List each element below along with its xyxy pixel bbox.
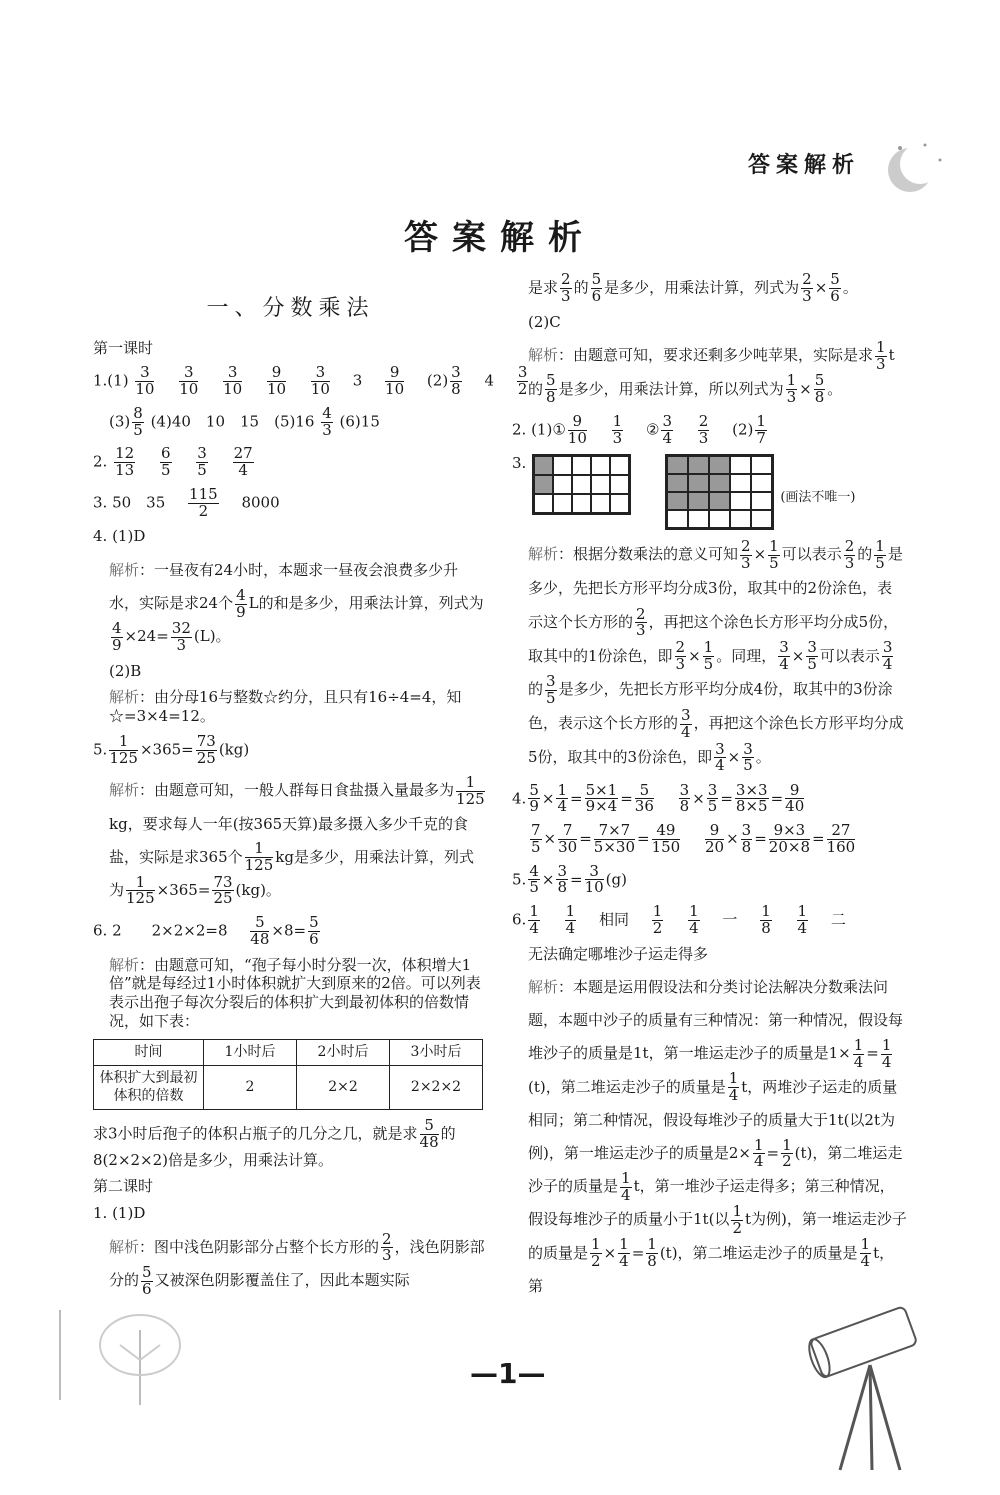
right-column bbox=[512, 272, 907, 1311]
section-title: 一、分数乘法 bbox=[206, 296, 375, 321]
q1-line-a: 1.(1) $\frac{3}{10}$ $\frac{3}{10}$ $\frac{3}{10}$ $\frac{9}{10}$ $\frac{3}{10}$ 3 $\frac{9}{10}$ (2) $\frac{3}{8}$ 4 $\frac{3}{2}$ bbox=[93, 363, 528, 398]
r-q2: 2. (1)① $\frac{9}{10}$ $\frac{1}{3}$ ② $\frac{3}{4}$ $\frac{2}{3}$ (2) $\frac{1}{7}$ bbox=[512, 411, 766, 447]
page-number: —1— bbox=[470, 1357, 546, 1390]
header-label: 答案解析 bbox=[747, 153, 860, 178]
r-2c: (2)C bbox=[528, 312, 561, 331]
q4-1: 4. (1)D bbox=[93, 527, 146, 546]
q2-line: 2. $\frac{12}{13}$ $\frac{6}{5}$ $\frac{3}{5}$ $\frac{27}{4}$ bbox=[93, 444, 253, 479]
table-header: 3小时后 bbox=[390, 1039, 483, 1066]
grid-a bbox=[532, 454, 631, 515]
q5-explain: 解析：由题意可知，一般人群每日食盐摄入量最多为 $\frac{1}{125}$ kg，要求每人一年(按365天算)最多摄入多少千克的食盐，实际是求365个 $\frac{1}{125}$ kg是多少，用乘法计算，列式为 $\frac{1}{125}$ ×365= $\frac{73}{25}$ (kg)。 bbox=[109, 773, 485, 908]
table-cell: 2 bbox=[204, 1066, 297, 1110]
r-q4-a: 4. $\frac{5}{9}$ × $\frac{1}{4}$ = $\frac{5\times 1}{9\times 4}$ = $\frac{5}{36}$ $\frac{3}{8}$ × $\frac{3}{5}$ = $\frac{3\times 3}{8\times 5}$ = $\frac{9}{40}$ bbox=[512, 780, 805, 816]
table-cell: 2×2×2 bbox=[390, 1066, 483, 1110]
q4-explain: 解析：一昼夜有24小时，本题求一昼夜会浪费多少升水，实际是求24个 $\frac{4}{9}$ L的和是多少，用乘法计算，列式为 $\frac{4}{9}$ ×24= $\frac{32}{3}$ (L)。 bbox=[109, 561, 484, 654]
table-cell: 2×2 bbox=[297, 1066, 390, 1110]
r-2c-explain: 解析：由题意可知，要求还剩多少吨苹果，实际是求 $\frac{1}{3}$ t的 $\frac{5}{8}$ 是多少，用乘法计算，所以列式为 $\frac{1}{3}$ × $\frac{5}{8}$ 。 bbox=[528, 338, 895, 406]
r-cont: 是求 $\frac{2}{3}$ 的 $\frac{5}{6}$ 是多少，用乘法计算，列式为 $\frac{2}{3}$ × $\frac{5}{6}$ 。 bbox=[528, 270, 858, 305]
lesson-title: 第一课时 bbox=[93, 338, 154, 357]
table-header: 2小时后 bbox=[297, 1039, 390, 1066]
lesson-title: 第二课时 bbox=[93, 1177, 154, 1196]
q6-explain-2: 求3小时后孢子的体积占瓶子的几分之几，就是求 $\frac{5}{48}$ 的8(2×2×2)倍是多少，用乘法计算。 bbox=[93, 1116, 456, 1169]
r-q4-b: $\frac{7}{5}$ × $\frac{7}{30}$ = $\frac{7\times 7}{5\times 30}$ = $\frac{49}{150}$ $\frac{9}{20}$ × $\frac{3}{8}$ = $\frac{9\times 3}{20\times 8}$ = $\frac{27}{160}$ bbox=[531, 821, 856, 856]
q4-2-explain: 解析：由分母16与整数☆约分，且只有16÷4=4，知☆=3×4=12。 bbox=[109, 688, 462, 725]
tree-icon bbox=[40, 1290, 200, 1414]
q4-2: (2)B bbox=[109, 661, 142, 680]
table-header: 时间 bbox=[94, 1039, 204, 1066]
table-header: 1小时后 bbox=[204, 1039, 297, 1066]
left-column bbox=[93, 295, 528, 1305]
r-q6: 6. $\frac{1}{4}$ $\frac{1}{4}$ 相同 $\frac{1}{2}$ $\frac{1}{4}$ 一 $\frac{1}{8}$ $\frac{1}{4}$ 二 bbox=[512, 902, 846, 937]
page-title: 答案解析 bbox=[404, 218, 596, 258]
telescope-icon bbox=[800, 1295, 940, 1479]
draw-note: (画法不唯一) bbox=[780, 490, 856, 506]
r-q6-b: 无法确定哪堆沙子运走得多 bbox=[528, 944, 709, 963]
l2-q1-explain: 解析：图中浅色阴影部分占整个长方形的 $\frac{2}{3}$ ，浅色阴影部分的 $\frac{5}{6}$ 又被深色阴影覆盖住了，因此本题实际 bbox=[109, 1229, 485, 1298]
q6-explain: 解析：由题意可知，“孢子每小时分裂一次，体积增大1倍”就是每经过1小时体积就扩大到原来的2倍。可以列表表示出孢子每次分裂后的体积扩大到最初体积的倍数情况，如下表： bbox=[109, 955, 481, 1030]
q5-line: 5. $\frac{1}{125}$ ×365= $\frac{73}{25}$ (kg) bbox=[93, 731, 250, 767]
q3-line: 3. 50 35 $\frac{115}{2}$ 8000 bbox=[93, 484, 280, 520]
r-q3-explain: 解析：根据分数乘法的意义可知 $\frac{2}{3}$ × $\frac{1}{5}$ 可以表示 $\frac{2}{3}$ 的 $\frac{1}{5}$ 是多少，先把长方形平均分成3份，取其中的2份涂色，表示这个长方形的 $\frac{2}{3}$ ，再把这个涂色长方形平均分成5份，取其中的1份涂色，即 $\frac{2}{3}$ × $\frac{1}{5}$ 。同理， $\frac{3}{4}$ × $\frac{3}{5}$ 可以表示 $\frac{3}{4}$ 的 $\frac{3}{5}$ 是多少，先把长方形平均分成4份，取其中的3份涂色，表示这个长方形的 $\frac{3}{4}$ ，再把这个涂色长方形平均分成5份，取其中的3份涂色，即 $\frac{3}{4}$ × $\frac{3}{5}$ 。 bbox=[528, 537, 904, 775]
r-q5: 5. $\frac{4}{5}$ × $\frac{3}{8}$ = $\frac{3}{10}$ (g) bbox=[512, 861, 627, 897]
r-q6-explain: 解析：本题是运用假设法和分类讨论法解决分数乘法问题，本题中沙子的质量有三种情况：第一种情况，假设每堆沙子的质量是1t，第一堆运走沙子的质量是1× $\frac{1}{4}$ = $\frac{1}{4}$ (t)，第二堆运走沙子的质量是 $\frac{1}{4}$ t，两堆沙子运走的质量相同；第二种情况，假设每堆沙子的质量大于1t(以2t为例)，第一堆运走沙子的质量是2× $\frac{1}{4}$ = $\frac{1}{2}$ (t)，第二堆运走沙子的质量是 $\frac{1}{4}$ t，第一堆沙子运走得多；第三种情况，假设每堆沙子的质量小于1t(以 $\frac{1}{2}$ t为例)，第一堆运走沙子的质量是 $\frac{1}{2}$ × $\frac{1}{4}$ = $\frac{1}{8}$ (t)，第二堆运走沙子的质量是 $\frac{1}{4}$ t，第 bbox=[528, 978, 907, 1295]
moon-icon bbox=[880, 140, 950, 204]
table-row-label: 体积扩大到最初体积的倍数 bbox=[94, 1066, 204, 1110]
r-q3: 3. (画法不唯一) bbox=[512, 454, 907, 530]
q1-line-b: (3) $\frac{8}{5}$ (4)40 10 15 (5)16 $\frac{4}{3}$ (6)15 bbox=[109, 403, 380, 439]
volume-table bbox=[93, 1039, 483, 1111]
grid-b bbox=[665, 454, 774, 530]
q6-line: 6. 2 2×2×2=8 $\frac{5}{48}$ ×8= $\frac{5}{6}$ bbox=[93, 913, 319, 948]
l2-q1: 1. (1)D bbox=[93, 1204, 146, 1222]
